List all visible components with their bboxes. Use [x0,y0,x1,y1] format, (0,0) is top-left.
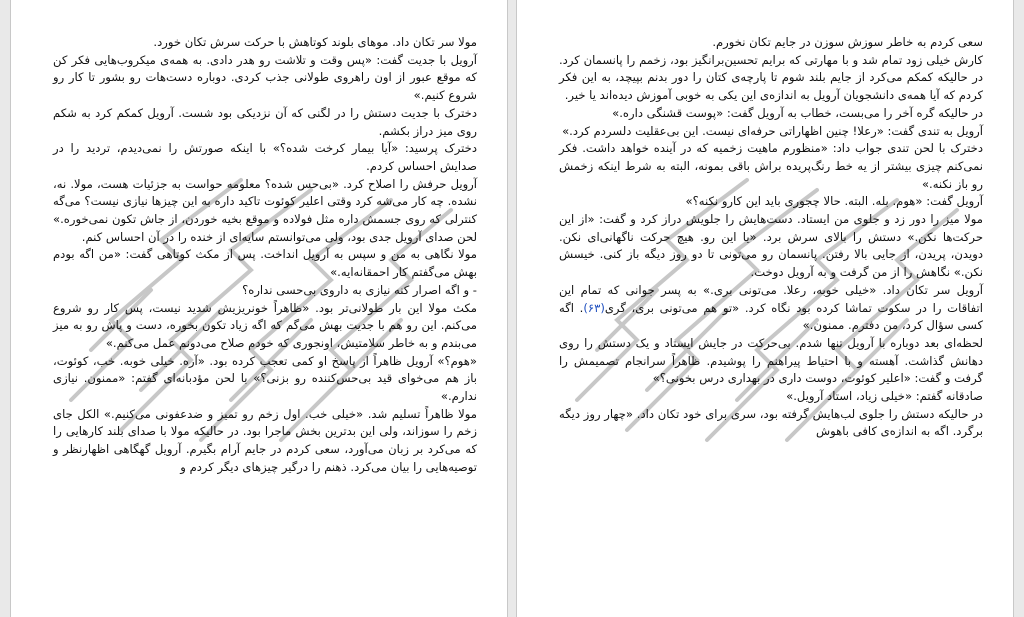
paragraph: آرویل با جدیت گفت: «پس وقت و تلاشت رو هدر دادی. به همه‌ی میکروب‌هایی فکر کن که موقع عبور از اون راهروی طولانی جذب کردی. دوباره دست‌هات رو بشور تا کار رو شروع کنیم.» [53,52,477,103]
right-page-text [559,34,983,441]
paragraph: آرویل گفت: «هوم. بله. البته. حالا چجوری باید این کارو نکنه؟» [685,194,983,209]
paragraph-text: آرویل سر تکان داد. «خیلی خوبه، رعلا. می‌تونی بری.» به پسر جوانی که تمام این اتفاقات را در سکوت تماشا کرده بود نگاه کرد. «تو هم می‌تونی بری، گری [559,282,983,315]
paragraph: مکث مولا این بار طولانی‌تر بود. «ظاهراً خونریزیش شدید نیست، پس کار رو شروع می‌کنم. این رو هم با جدیت بهش می‌گم که اگه زیاد تکون بخوره، دست و پاش رو به میز می‌بندم و به خاطر سلامتیش، اونجوری که خودم صلاح می‌دونم عمل می‌کنم.» [53,300,477,350]
paragraph: مولا نگاهی به من و سپس به آرویل انداخت. پس از مکث کوتاهی گفت: «من اگه بودم بهش می‌گفتم کار احمقانه‌ایه.» [53,247,477,280]
paragraph-with-footnote [559,282,983,335]
paragraph-text: . اگه کسی سؤال کرد، من دفترم. ممنون.» [559,300,983,333]
paragraph: دخترک با جدیت دستش را در لگنی که آن نزدیکی بود شست. آرویل کمکم کرد به شکم روی میز دراز بکشم. [53,105,477,138]
paragraph: دخترک پرسید: «آیا بیمار کرخت شده؟» با اینکه صورتش را نمی‌دیدم، تردید را در صدایش احساس کردم. [53,141,477,173]
paragraph: «هوم؟» آرویل ظاهراً از پاسخ او کمی تعجب کرده بود. «آره. خیلی خوبه. خب، کوئوت، باز هم می‌خوای قید بی‌حس‌کننده رو بزنی؟» با لحن مؤدبانه‌ای گفتم: «ممنون. نیازی ندارم.» [53,353,477,404]
paragraph: در حالیکه گره آخر را می‌بست، خطاب به آرویل گفت: «پوست قشنگی داره.» [612,105,983,120]
paragraph: - و اگه اصرار کنه نیازی به داروی بی‌حسی نداره؟ [242,282,477,297]
left-page-text [53,34,477,477]
paragraph: دخترک با لحن تندی جواب داد: «منظورم ماهیت زخمیه که در آینده خواهد داشت. فکر نمی‌کنم چیزی بیشتر از یه خط رنگ‌پریده براش باقی بمونه، البته به شرط اینکه زخمش رو باز نکنه.» [559,141,983,191]
paragraph: آرویل به تندی گفت: «رعلا! چنین اظهاراتی حرفه‌ای نیست. این بی‌عقلیت دلسردم کرد.» [562,123,983,138]
paragraph: مولا میز را دور زد و جلوی من ایستاد. دست‌هایش را جلویش دراز کرد و گفت: «از این حرکت‌ها نکن.» دستش را بالای سرش برد. «یا این رو. هیچ حرکت ناگهانی‌ای نکن. دویدن، پریدن، از جایی بالا رفتن. پانسمان رو می‌تونی تا دو روز دیگه باز کنی. خیسش نکن.» نگاهش را از من گرفت و به آرویل دوخت. [559,212,983,280]
paragraph: مولا ظاهراً تسلیم شد. «خیلی خب. اول زخم رو تمیز و ضدعفونی می‌کنیم.» الکل جای زخم را سوزاند، ولی این بدترین بخش ماجرا بود. در حالیکه مولا با صدای بلند کارهایی را که می‌کرد بر زبان می‌آورد، سعی کردم در جایم آرام بگیرم. آرویل گهگاهی اظهارنظر و توصیه‌هایی را بیان می‌کرد. ذهنم را درگیر چیزهای دیگر کردم و [53,406,477,474]
footnote-reference[interactable]: (۶۳) [583,300,605,315]
paragraph: مولا سر تکان داد. موهای بلوند کوتاهش با حرکت سرش تکان خورد. [153,35,477,49]
paragraph: صادقانه گفتم: «خیلی زیاد، استاد آرویل.» [786,389,983,404]
paragraph: سعی کردم به خاطر سوزش سوزن در جایم تکان نخورم. [712,35,983,49]
paragraph: لحظه‌ای بعد دوباره با آرویل تنها شدم. بی‌حرکت در جایش ایستاد و یک دستش را روی دهانش گذاشت. آهسته و با احتیاط پیراهنم را پوشیدم. ظاهراً سرانجام تصمیمش را گرفت و گفت: «اعلیر کوئوت، دوست داری در بهداری درس بخونی؟» [559,335,983,386]
paragraph: آرویل حرفش را اصلاح کرد. «بی‌حس شده؟ معلومه حواست به جزئیات هست، مولا. نه، نشده. چه کار می‌شه کرد وقتی اعلیر کوئوت تاکید داره به این چیزها نیازی نیست؟ می‌گه کنترلی که روی جسمش داره مثل فولاده و موقع بخیه خوردن، از جاش تکون نمی‌خوره.» لحن صدای آرویل جدی بود، ولی می‌توانستم سایه‌ای از خنده را در آن احساس کنم. [53,176,477,244]
paragraph: در حالیکه دستش را جلوی لب‌هایش گرفته بود، سری برای خود تکان داد. «چهار روز دیگه برگرد. اگه به اندازه‌ی کافی باهوش [559,406,983,439]
right-page [516,0,1014,617]
left-page [10,0,508,617]
paragraph: کارش خیلی زود تمام شد و با مهارتی که برایم تحسین‌برانگیز بود، زخمم را پانسمان کرد. در حالیکه کمکم می‌کرد از جایم بلند شوم تا پارچه‌ی کتان را دور بدنم بپیچد، به این فکر کردم که آیا همه‌ی دانشجویان آرویل به اندازه‌ی این یکی به خوبی آموزش دیده‌اند یا خیر. [559,52,983,103]
